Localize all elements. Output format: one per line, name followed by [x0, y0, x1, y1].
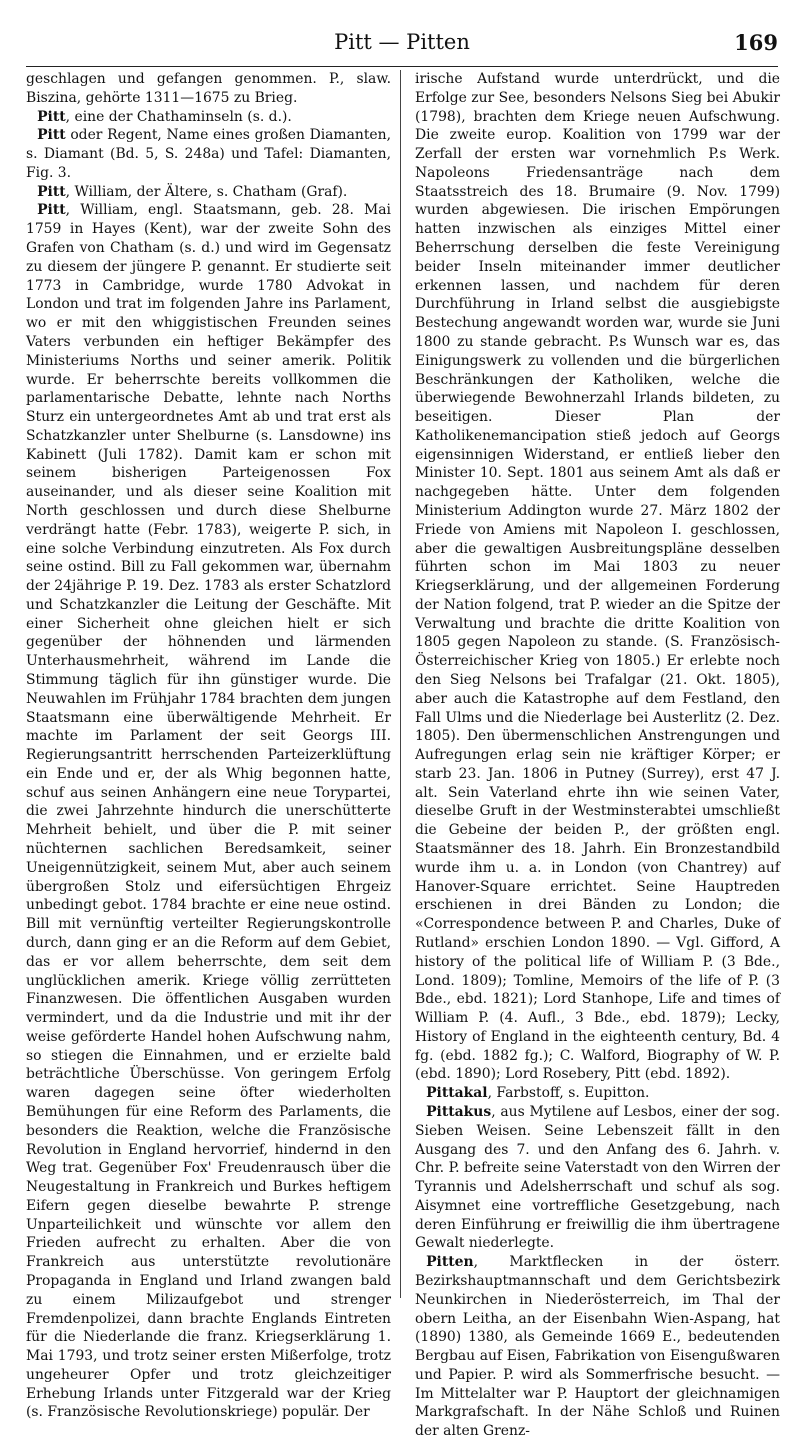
entry-text: , aus Mytilene auf Lesbos, einer der sog. Sieben Weisen. Seine Lebenszeit fällt in den Ausgang des 7. und den Anfang des 6. Jahrh. v. Chr. P. befreite seine Vaterstadt von den Wirren der Tyrannis und Adelsherrschaft und schuf als sog. Aisymnet eine vortreffliche Gesetzgebung, nach deren Einführung er freiwillig die ihm übertragene Gewalt niederlegte.: [415, 1103, 780, 1252]
entry-headword: Pitt: [37, 108, 66, 125]
entry-headword: Pitt: [37, 183, 66, 200]
entry-text: geschlagen und gefangen genommen. P., slaw. Biszina, gehörte 1311—1675 zu Brieg.: [26, 71, 391, 106]
entry-text: , William, engl. Staatsmann, geb. 28. Mai 1759 in Hayes (Kent), war der zweite Sohn des Grafen von Chatham (s. d.) und wird im Gegensatz zu diesem der jüngere P. genannt. Er studierte seit 1773 in Cambridge, wurde 1780 Advokat in London und trat im folgenden Jahre ins Parlament, wo er mit den whiggistischen Freunden seines Vaters verbunden ein heftiger Bekämpfer des Ministeriums Norths und seiner amerik. Politik wurde. Er beherrschte bereits vollkommen die parlamentarische Debatte, lehnte nach Norths Sturz ein untergeordnetes Amt ab und trat erst als Schatzkanzler unter Shelburne (s. Lansdowne) ins Kabinett (Juli 1782). Damit kam er schon mit seinem bisherigen Parteigenossen Fox auseinander, und als dieser seine Koalition mit North geschlossen und durch diese Shelburne verdrängt hatte (Febr. 1783), weigerte P. sich, in eine solche Verbindung einzutreten. Als Fox durch seine ostind. Bill zu Fall gekommen war, übernahm der 24jährige P. 19. Dez. 1783 als erster Schatzlord und Schatzkanzler die Leitung der Geschäfte. Mit einer Sicherheit ohne gleichen hielt er sich gegenüber der höhnenden und lärmenden Unterhausmehrheit, während im Lande die Stimmung täglich für ihn günstiger wurde. Die Neuwahlen im Frühjahr 1784 brachten dem jungen Staatsmann eine überwältigende Mehrheit. Er machte im Parlament der seit Georgs III. Regierungsantritt herrschenden Parteizerklüftung ein Ende und er, der als Whig begonnen hatte, schuf aus seinen Anhängern eine neue Torypartei, die zwei Jahrzehnte hindurch die unerschütterte Mehrheit behielt, und über die P. mit seiner nüchternen sachlichen Beredsamkeit, seiner Uneigennützigkeit, seinem Mut, aber auch seinem übergroßen Stolz und eifersüchtigen Ehrgeiz unbedingt gebot. 1784 brachte er eine neue ostind. Bill mit vernünftig verteilter Regierungskontrolle durch, dann ging er an die Reform auf dem Gebiet, das er vor allem beherrschte, dem seit dem unglücklichen amerik. Kriege völlig zerrütteten Finanzwesen. Die öffentlichen Ausgaben wurden vermindert, und da die Industrie und mit ihr der weise geförderte Handel hohen Aufschwung nahm, so stiegen die Einnahmen, und er erzielte bald beträchtliche Überschüsse. Von geringem Erfolg waren dagegen seine öfter wiederholten Bemühungen für eine Reform des Parlaments, die besonders die Reaktion, welche die Französische Revolution in England hervorrief, hindernd in den Weg trat. Gegenüber Fox' Freudenrausch über die Neugestaltung in Frankreich und Burkes heftigem Eifern gegen dieselbe bewahrte P. strenge Unparteilichkeit und wünschte vor allem den Frieden aufrecht zu erhalten. Aber die von Frankreich aus unterstützte revolutionäre Propaganda in England und Irland zwangen bald zu einem Milizaufgebot und strenger Fremdenpolizei, dann brachte Englands Eintreten für die Niederlande die franz. Kriegserklärung 1. Mai 1793, und trotz seiner ersten Mißerfolge, trotz ungeheurer Opfer und trotz gleichzeitiger Erhebung Irlands unter Fitzgerald war der Krieg (s. Französische Revolutionskriege) populär. Der: [26, 202, 391, 1421]
entry-headword: Pitten: [426, 1254, 474, 1271]
left-column: [26, 70, 391, 1422]
entry-headword: Pittakal: [426, 1085, 488, 1102]
continued-paragraph: [415, 70, 780, 1084]
right-column: [415, 70, 780, 1441]
running-title: Pitt — Pitten: [334, 30, 470, 54]
entry-headword: Pitt: [37, 127, 66, 144]
header-rule: [26, 66, 778, 67]
page-header: [26, 28, 778, 62]
dictionary-entry: [26, 201, 391, 1422]
column-divider: [400, 70, 401, 1298]
dictionary-entry: [415, 1253, 780, 1441]
entry-headword: Pittakus: [426, 1103, 492, 1120]
entry-text: , William, der Ältere, s. Chatham (Graf).: [65, 183, 348, 200]
dictionary-entry: [415, 1103, 780, 1253]
dictionary-entry: [26, 183, 391, 202]
continued-paragraph: [26, 70, 391, 108]
entry-text: oder Regent, Name eines großen Diamanten, s. Diamant (Bd. 5, S. 248a) und Tafel: Diamanten, Fig. 3.: [26, 127, 391, 181]
dictionary-entry: [26, 126, 391, 182]
entry-headword: Pitt: [37, 202, 66, 219]
page-number: 169: [734, 30, 778, 55]
dictionary-entry: [26, 108, 391, 127]
entry-text: irische Aufstand wurde unterdrückt, und die Erfolge zur See, besonders Nelsons Sieg bei Abukir (1798), brachten dem Kriege neuen Aufschwung. Die zweite europ. Koalition von 1799 war der Zerfall der ersten war vornehmlich P.s Werk. Napoleons Friedensanträge nach dem Staatsstreich des 18. Brumaire (9. Nov. 1799) wurden abgewiesen. Die irischen Empörungen hatten inzwischen als einziges Mittel einer Beherrschung derselben die feste Vereinigung beider Inseln miteinander immer deutlicher erkennen lassen, und nachdem für deren Durchführung in Irland selbst die ausgiebigste Bestechung angewandt worden war, wurde sie Juni 1800 zu stande gebracht. P.s Wunsch war es, das Einigungswerk zu vollenden und die bürgerlichen Beschränkungen der Katholiken, welche die überwiegende Bewohnerzahl Irlands bildeten, zu beseitigen. Dieser Plan der Katholikenemancipation stieß jedoch auf Georgs eigensinnigen Widerstand, er entließ lieber den Minister 10. Sept. 1801 aus seinem Amt als daß er nachgegeben hätte. Unter dem folgenden Ministerium Addington wurde 27. März 1802 der Friede von Amiens mit Napoleon I. geschlossen, aber die gewaltigen Ausbreitungspläne desselben führten schon im Mai 1803 zu neuer Kriegserklärung, und der allgemeinen Forderung der Nation folgend, trat P. wieder an die Spitze der Verwaltung und brachte die dritte Koalition von 1805 gegen Napoleon zu stande. (S. Französisch-Österreichischer Krieg von 1805.) Er erlebte noch den Sieg Nelsons bei Trafalgar (21. Okt. 1805), aber auch die Katastrophe auf dem Festland, den Fall Ulms und die Niederlage bei Austerlitz (2. Dez. 1805). Den übermenschlichen Anstrengungen und Aufregungen erlag sein nie kräftiger Körper; er starb 23. Jan. 1806 in Putney (Surrey), erst 47 J. alt. Sein Vaterland ehrte ihn wie seinen Vater, dieselbe Gruft in der Westminsterabtei umschließt die Gebeine der beiden P., der größten engl. Staatsmänner des 18. Jahrh. Ein Bronzestandbild wurde ihm u. a. in London (von Chantrey) auf Hanover-Square errichtet. Seine Hauptreden erschienen in drei Bänden zu London; die «Correspondence between P. and Charles, Duke of Rutland» erschien London 1890. — Vgl. Gifford, A history of the political life of William P. (3 Bde., Lond. 1809); Tomline, Memoirs of the life of P. (3 Bde., ebd. 1821); Lord Stanhope, Life and times of William P. (4. Aufl., 3 Bde., ebd. 1879); Lecky, History of England in the eighteenth century, Bd. 4 fg. (ebd. 1882 fg.); C. Walford, Biography of W. P. (ebd. 1890); Lord Rosebery, Pitt (ebd. 1892).: [415, 71, 780, 1083]
dictionary-entry: [415, 1084, 780, 1103]
entry-text: , Farbstoff, s. Eupitton.: [487, 1085, 650, 1102]
entry-text: , eine der Chathaminseln (s. d.).: [65, 108, 292, 125]
entry-text: , Marktflecken in der österr. Bezirkshauptmannschaft und dem Gerichtsbezirk Neunkirchen in Niederösterreich, im Thal der obern Leitha, an der Eisenbahn Wien-Aspang, hat (1890) 1380, als Gemeinde 1669 E., bedeutenden Bergbau auf Eisen, Fabrikation von Eisengußwaren und Papier. P. wird als Sommerfrische besucht. — Im Mittelalter war P. Hauptort der gleichnamigen Markgrafschaft. In der Nähe Schloß und Ruinen der alten Grenz-: [415, 1254, 780, 1440]
